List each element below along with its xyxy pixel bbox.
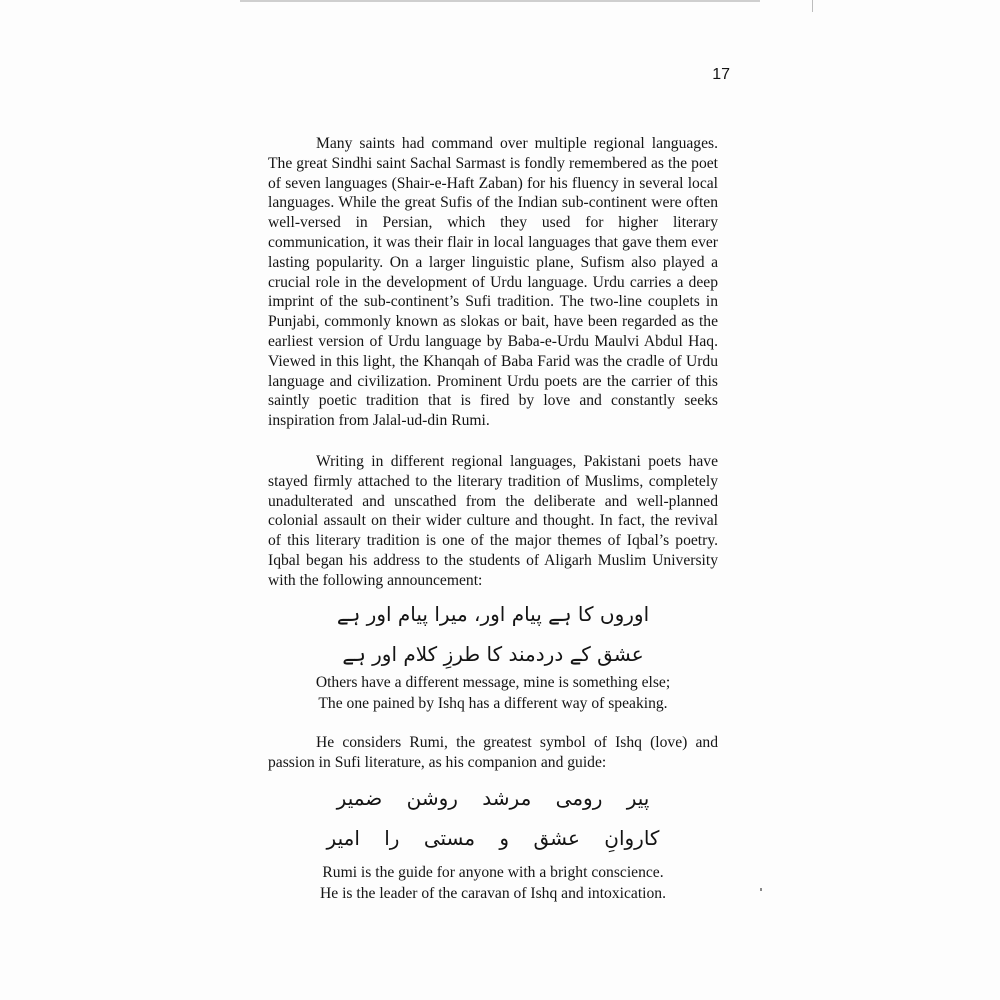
urdu-verse-1-line-1: اوروں کا ہے پیام اور، میرا پیام اور ہے [336,602,650,626]
translation-2 [268,862,718,904]
urdu-verse-2 [268,778,718,858]
urdu-verse-2-line-2: کاروانِ عشق و مستی را امیر [326,826,660,850]
scan-edge-top [240,0,760,2]
translation-2-line-1: Rumi is the guide for anyone with a bright conscience. [322,864,664,881]
paragraph-1: Many saints had command over multiple regional languages. The great Sindhi saint Sachal Sarmast is fondly remembered as the poet of seven languages (Shair-e-Haft Zaban) for his fluency in several local languages. While the great Sufis of the Indian sub-continent were often well-versed in Persian, which they used for higher literary communication, it was their flair in local languages that gave them ever lasting popularity. On a larger linguistic plane, Sufism also played a crucial role in the development of Urdu language. Urdu carries a deep imprint of the sub-continent’s Sufi tradition. The two-line couplets in Punjabi, commonly known as slokas or bait, have been regarded as the earliest version of Urdu language by Baba-e-Urdu Maulvi Abdul Haq. Viewed in this light, the Khanqah of Baba Farid was the cradle of Urdu language and civilization. Prominent Urdu poets are the carrier of this saintly poetic tradition that is fired by love and constantly seeks inspiration from Jalal-ud-din Rumi. [268,135,718,430]
translation-1-line-1: Others have a different message, mine is something else; [315,674,671,691]
page-number: 17 [712,66,730,83]
urdu-verse-2-line-1: پیر رومی مرشد روشن ضمیر [336,786,650,810]
translation-1-line-2: The one pained by Ishq has a different way of speaking. [318,695,668,712]
urdu-verse-1-line-2: عشق کے دردمند کا طرزِ کلام اور ہے [342,642,644,666]
scan-edge-right [812,0,813,12]
paragraph-3: He considers Rumi, the greatest symbol of Ishq (love) and passion in Sufi literature, as his companion and guide: [268,734,718,771]
urdu-verse-1 [268,594,718,674]
translation-2-line-2: He is the leader of the caravan of Ishq and intoxication. [320,885,666,902]
translation-1 [268,672,718,714]
scan-speck [760,888,762,891]
paragraph-2: Writing in different regional languages, Pakistani poets have stayed firmly attached to the literary tradition of Muslims, completely unadulterated and unscathed from the deliberate and well-planned colonial assault on their wider culture and thought. In fact, the revival of this literary tradition is one of the major themes of Iqbal’s poetry. Iqbal began his address to the students of Aligarh Muslim University with the following announcement: [268,453,718,589]
